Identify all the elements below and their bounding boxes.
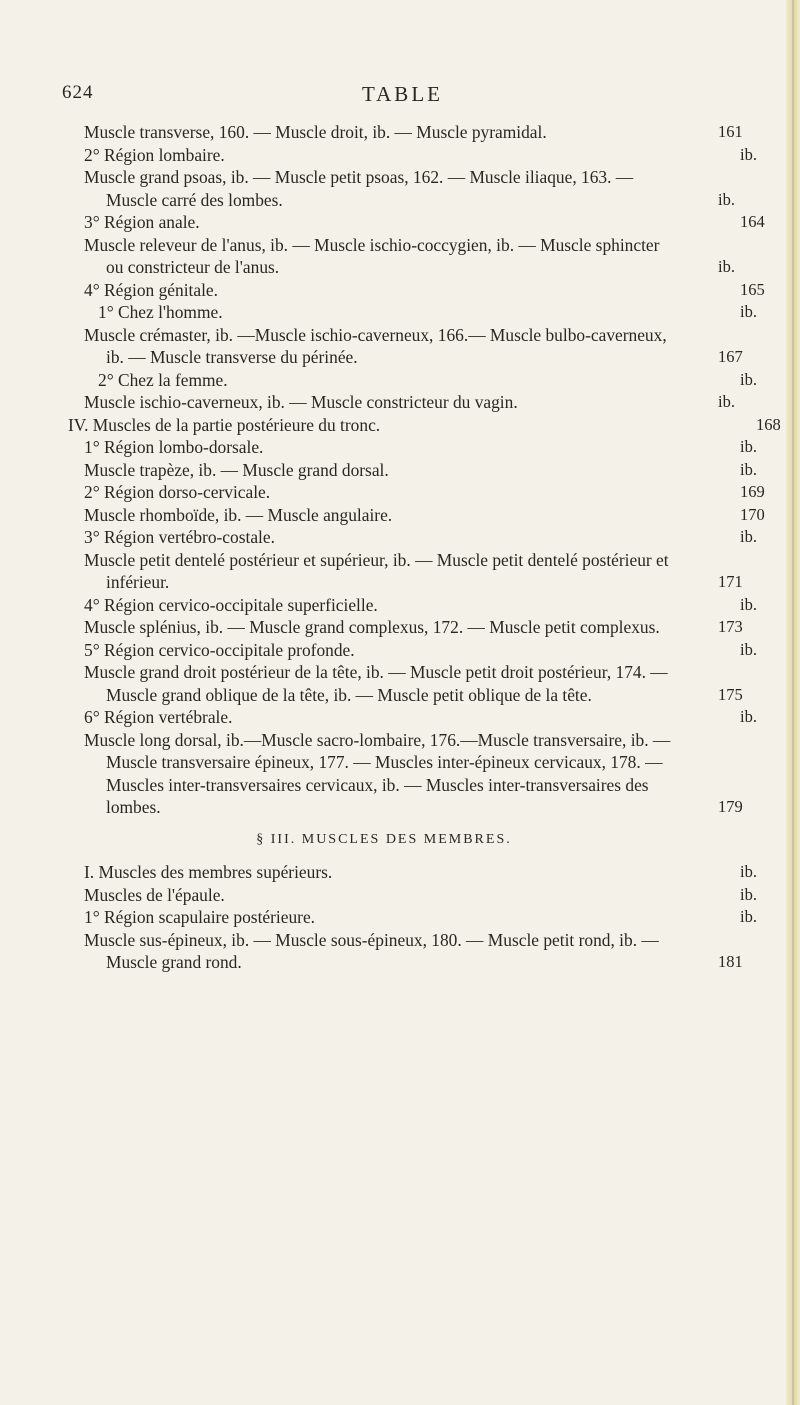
section-heading: § III. MUSCLES DES MEMBRES.: [256, 831, 512, 847]
entry-text: Muscle ischio-caverneux, ib. — Muscle constricteur du vagin.: [84, 392, 518, 412]
entry-text: Muscles de l'épaule.: [84, 884, 225, 905]
toc-entry: [84, 144, 757, 167]
entry-text: 2° Chez la femme.: [98, 369, 228, 390]
entry-text: Muscle splénius, ib. — Muscle grand complexus, 172. — Muscle petit complexus.: [84, 617, 660, 637]
entry-page: 164: [740, 212, 765, 231]
toc-entry: [84, 929, 743, 974]
toc-entry: [84, 526, 757, 549]
entry-page: 170: [740, 504, 765, 524]
entry-text: 1° Région scapulaire postérieure.: [84, 907, 316, 927]
entry-page: ib.: [740, 144, 757, 164]
entry-text: Muscle grand droit postérieur de la tête, ib. — Muscle petit droit postérieur, 174. — Muscle grand oblique de la tête, ib. — Muscle petit oblique de la tête.: [84, 662, 668, 705]
toc-entry: [84, 661, 743, 706]
toc-entry: [84, 211, 765, 234]
entry-page: ib.: [740, 907, 757, 926]
entry-page: ib.: [740, 369, 757, 389]
entry-page: 181: [718, 952, 743, 971]
entry-page: 179: [718, 797, 743, 816]
toc-entry: [68, 414, 781, 437]
entry-page: 171: [718, 572, 743, 591]
toc-entry: [84, 436, 757, 459]
page-number: 624: [62, 82, 94, 103]
toc-entry: [84, 729, 743, 819]
entry-page: 169: [740, 482, 765, 501]
entry-page: ib.: [740, 437, 757, 456]
entry-page: 161: [718, 122, 743, 141]
entry-text: Muscle transverse, 160. — Muscle droit, ib. — Muscle pyramidal.: [84, 122, 547, 142]
entry-text: 5° Région cervico-occipitale profonde.: [84, 639, 355, 660]
entry-page: ib.: [740, 707, 757, 726]
entry-text: Muscle grand psoas, ib. — Muscle petit psoas, 162. — Muscle iliaque, 163. — Muscle carré des lombes.: [84, 167, 634, 210]
entry-text: 2° Région dorso-cervicale.: [84, 482, 271, 502]
toc-entry: [84, 459, 757, 482]
toc-entry: [84, 504, 765, 527]
toc-entry: [84, 884, 757, 907]
page-fold-line: [792, 0, 794, 1405]
toc-entry: [84, 906, 757, 929]
entry-page: ib.: [740, 594, 757, 614]
entry-text: 2° Région lombaire.: [84, 144, 225, 165]
entry-page: ib.: [740, 527, 757, 546]
entry-page: 175: [718, 684, 743, 704]
entry-page: ib.: [718, 392, 735, 411]
entry-text: 3° Région anale.: [84, 212, 200, 232]
running-title: TABLE: [362, 82, 443, 106]
toc-entry: [84, 481, 765, 504]
entry-text: Muscle long dorsal, ib.—Muscle sacro-lombaire, 176.—Muscle transversaire, ib. — Muscle transversaire épineux, 177. — Muscles inter-épineux cervicaux, 178. — Muscles inter-transversaires cervicaux, ib. — Muscles inter-transversaires des lombes.: [84, 729, 671, 817]
entry-text: Muscle petit dentelé postérieur et supérieur, ib. — Muscle petit dentelé postérieur et inférieur.: [84, 549, 669, 592]
toc-entry: [84, 861, 757, 884]
entry-page: ib.: [740, 459, 757, 479]
toc-entry: [84, 391, 735, 414]
entry-text: IV. Muscles de la partie postérieure du tronc.: [68, 414, 381, 435]
entry-page: 168: [756, 414, 781, 434]
entry-text: Muscle rhomboïde, ib. — Muscle angulaire.: [84, 504, 393, 525]
toc-entry: [84, 166, 735, 211]
entry-text: Muscle trapèze, ib. — Muscle grand dorsal.: [84, 459, 389, 480]
entry-text: 4° Région génitale.: [84, 279, 218, 300]
toc-entry: [84, 234, 735, 279]
toc-entry: [84, 549, 743, 594]
entry-text: 6° Région vertébrale.: [84, 707, 233, 727]
entry-page: ib.: [740, 639, 757, 659]
entry-text: 3° Région vertébro-costale.: [84, 527, 275, 547]
table-of-contents: [68, 121, 781, 974]
toc-entry: [84, 301, 757, 324]
entry-text: Muscle releveur de l'anus, ib. — Muscle ischio-coccygien, ib. — Muscle sphincter ou constricteur de l'anus.: [84, 234, 660, 277]
toc-entry: [84, 369, 757, 392]
entry-page: ib.: [718, 189, 735, 209]
entry-text: 1° Chez l'homme.: [98, 302, 223, 322]
page-header: [62, 82, 742, 110]
entry-text: 1° Région lombo-dorsale.: [84, 437, 264, 457]
entry-page: ib.: [740, 862, 757, 881]
entry-text: 4° Région cervico-occipitale superficielle.: [84, 594, 378, 615]
entry-page: 167: [718, 347, 743, 366]
entry-text: I. Muscles des membres supérieurs.: [84, 862, 333, 882]
entry-page: ib.: [718, 257, 735, 276]
entry-page: ib.: [740, 884, 757, 904]
toc-entry: [84, 121, 743, 144]
entry-page: 173: [718, 617, 743, 636]
entry-page: 165: [740, 279, 765, 299]
toc-entry: [84, 639, 757, 662]
toc-entry: [84, 616, 743, 639]
toc-entry: [84, 706, 757, 729]
entry-text: Muscle crémaster, ib. —Muscle ischio-caverneux, 166.— Muscle bulbo-caverneux, ib. — Muscle transverse du périnée.: [84, 324, 667, 367]
toc-entry: [84, 594, 757, 617]
entry-text: Muscle sus-épineux, ib. — Muscle sous-épineux, 180. — Muscle petit rond, ib. — Muscle grand rond.: [84, 929, 659, 972]
toc-entry: [84, 324, 743, 369]
toc-entry: [84, 279, 765, 302]
entry-page: ib.: [740, 302, 757, 321]
